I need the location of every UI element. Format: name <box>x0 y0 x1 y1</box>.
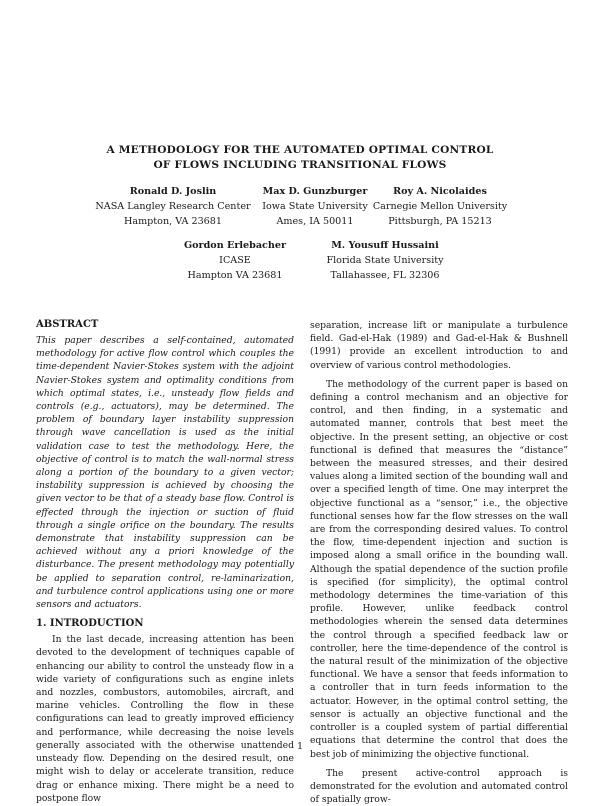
author-location: Hampton, VA 23681 <box>123 216 222 227</box>
paragraph: In the last decade, increasing attention has been devoted to the development of techniques capable of enhancing our ability to control the unsteady flow in a wide variety of configurations such as engine inlets and nozzles, combustors, automobiles, aircraft, and marine vehicles. Controlling the flow in these configurations can lead to greatly improved efficiency and performance, while decreasing the noise levels generally associated with the otherwise unattended unsteady flow. Depending on the desired result, one might wish to delay or accelerate transition, reduce drag or enhance mixing. There might be a need to postpone flow <box>36 634 294 804</box>
right-column <box>310 319 568 806</box>
abstract-text: This paper describes a self-contained, automated methodology for active flow control which couples the time-dependent Navier-Stokes system with the adjoint Navier-Stokes system and optimality conditions from which optimal states, i.e., unsteady flow fields and controls (e.g., actuators), may be determined. The problem of boundary layer instability suppression through wave cancellation is used as the initial validation case to test the methodology. Here, the objective of control is to match the wall-normal stress along a portion of the boundary to a given vector; instability suppression is achieved by choosing the given vector to be that of a steady base flow. Control is effected through the injection or suction of fluid through a single orifice on the boundary. The results demonstrate that instability suppression can be achieved without any a priori knowledge of the disturbance. The present methodology may potentially be applied to separation control, re-laminarization, and turbulence control applications using one or more sensors and actuators. <box>36 335 294 611</box>
author-block <box>310 238 460 283</box>
abstract-heading: ABSTRACT <box>36 319 99 330</box>
page-number: 1 <box>296 741 304 752</box>
author-name: Ronald D. Joslin <box>129 186 217 197</box>
author-block <box>355 184 525 229</box>
author-affiliation: Carnegie Mellon University <box>372 201 508 212</box>
author-affiliation: Florida State University <box>326 255 444 266</box>
paragraph: separation, increase lift or manipulate a turbulence field. Gad-el-Hak (1989) and Gad-el-Hak & Bushnell (1991) provide an excellent introduction to and overview of various control methodologies. <box>310 320 568 371</box>
introduction-heading: 1. INTRODUCTION <box>36 618 144 630</box>
author-affiliation: Iowa State University <box>262 201 368 212</box>
author-affiliation: NASA Langley Research Center <box>95 201 251 212</box>
author-name: M. Yousuff Hussaini <box>331 240 439 251</box>
author-location: Pittsburgh, PA 15213 <box>388 216 492 227</box>
title-line-1: A METHODOLOGY FOR THE AUTOMATED OPTIMAL CONTROL <box>106 144 494 156</box>
title-line-2: OF FLOWS INCLUDING TRANSITIONAL FLOWS <box>153 159 447 171</box>
author-name: Roy A. Nicolaides <box>393 186 487 197</box>
author-affiliation: ICASE <box>219 255 251 266</box>
author-block <box>88 184 258 229</box>
author-location: Hampton VA 23681 <box>187 270 283 281</box>
author-name: Max D. Gunzburger <box>262 186 368 197</box>
author-block <box>165 238 305 283</box>
author-location: Ames, IA 50011 <box>276 216 354 227</box>
paper-title <box>0 143 600 173</box>
author-location: Tallahassee, FL 32306 <box>330 270 440 281</box>
author-name: Gordon Erlebacher <box>183 240 287 251</box>
paragraph: The present active-control approach is demonstrated for the evolution and automated control of spatially grow- <box>310 767 568 806</box>
left-column <box>36 318 294 805</box>
paragraph: The methodology of the current paper is based on defining a control mechanism and an objective for control, and then finding, in a systematic and automated manner, controls that best meet the objective. In the present setting, an objective or cost functional is defined that measures the “distance” between the measured stresses, and their desired values along a limited section of the bounding wall and over a specified length of time. One may interpret the objective functional as a “sensor,” i.e., the objective functional senses how far the flow stresses on the wall are from the corresponding desired values. To control the flow, time-dependent injection and suction is imposed along a small orifice in the bounding wall. Although the spatial dependence of the suction profile is specified (for simplicity), the optimal control methodology determines the time-variation of this profile. However, unlike feedback control methodologies wherein the sensed data determines the control through a specified feedback law or controller, here the time-dependence of the control is the natural result of the minimization of the objective functional. We have a sensor that feeds information to a controller that in turn feeds information to the actuator. However, in the optimal control setting, the sensor is actually an objective functional and the controller is a coupled system of partial differential equations that determine the control that does the best job of minimizing the objective functional. <box>310 378 568 760</box>
